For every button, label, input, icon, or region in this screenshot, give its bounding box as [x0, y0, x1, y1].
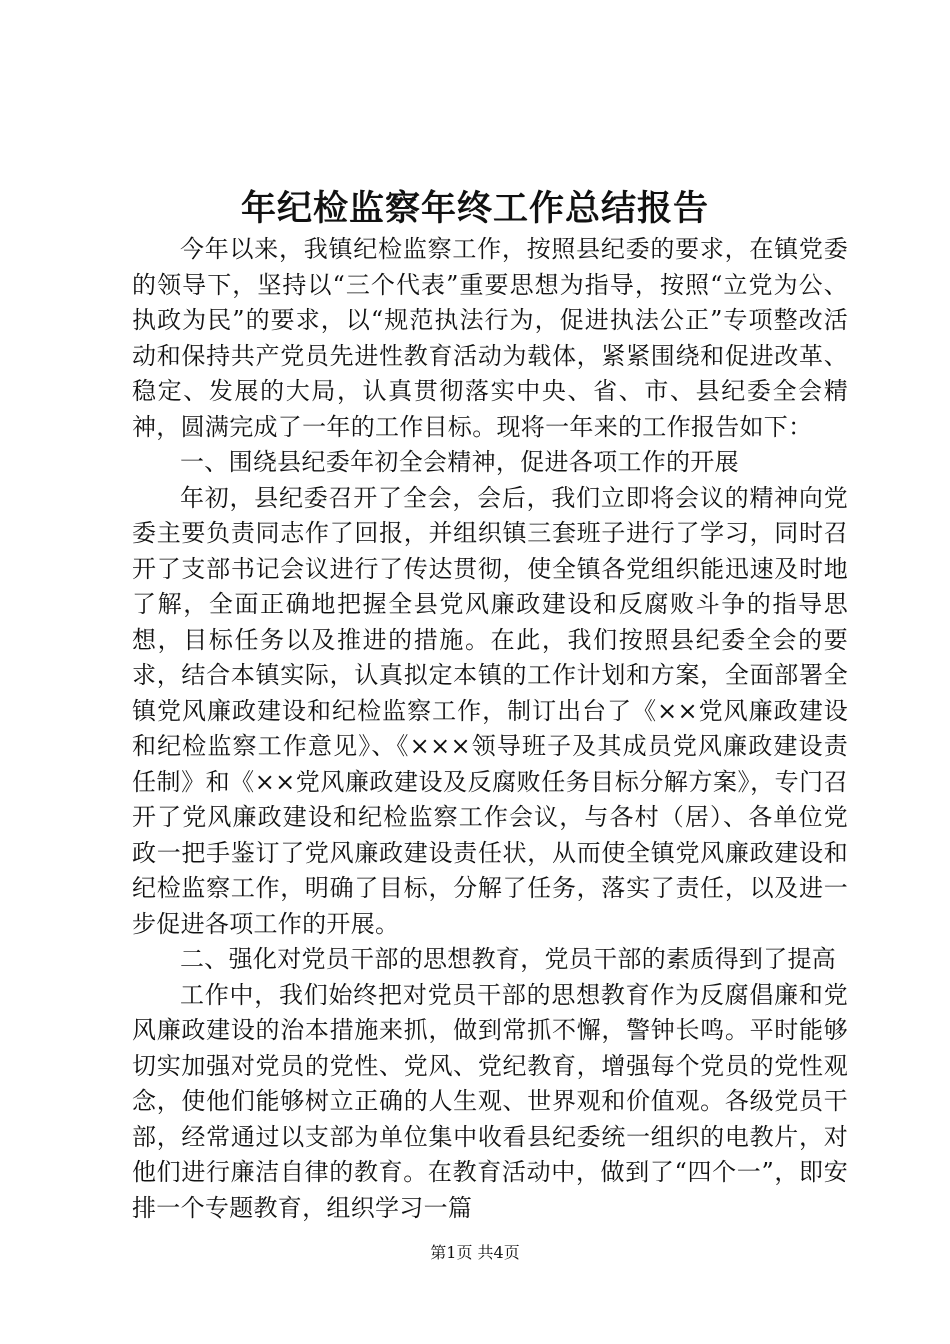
page-footer: 第1页 共4页	[430, 1243, 520, 1262]
document-body	[132, 232, 848, 1226]
paragraph-intro: 今年以来，我镇纪检监察工作，按照县纪委的要求，在镇党委的领导下，坚持以“三个代表”重要思想为指导，按照“立党为公、执政为民”的要求，以“规范执法行为，促进执法公正”专项整改活动和保持共产党员先进性教育活动为载体，紧紧围绕和促进改革、稳定、发展的大局，认真贯彻落实中央、省、市、县纪委全会精神，圆满完成了一年的工作目标。现将一年来的工作报告如下：	[132, 235, 848, 441]
paragraph-section-2: 工作中，我们始终把对党员干部的思想教育作为反腐倡廉和党风廉政建设的治本措施来抓，做到常抓不懈，警钟长鸣。平时能够切实加强对党员的党性、党风、党纪教育，增强每个党员的党性观念，使他们能够树立正确的人生观、世界观和价值观。各级党员干部，经常通过以支部为单位集中收看县纪委统一组织的电教片，对他们进行廉洁自律的教育。在教育活动中，做到了“四个一”，即安排一个专题教育，组织学习一篇	[132, 980, 848, 1222]
section-heading-2: 二、强化对党员干部的思想教育，党员干部的素质得到了提高	[180, 945, 837, 973]
section-heading-1: 一、围绕县纪委年初全会精神，促进各项工作的开展	[180, 448, 739, 476]
document-title: 年纪检监察年终工作总结报告	[240, 188, 709, 229]
paragraph-section-1: 年初，县纪委召开了全会，会后，我们立即将会议的精神向党委主要负责同志作了回报，并组织镇三套班子进行了学习，同时召开了支部书记会议进行了传达贯彻，使全镇各党组织能迅速及时地了解，全面正确地把握全县党风廉政建设和反腐败斗争的指导思想，目标任务以及推进的措施。在此，我们按照县纪委全会的要求，结合本镇实际，认真拟定本镇的工作计划和方案，全面部署全镇党风廉政建设和纪检监察工作，制订出台了《××党风廉政建设和纪检监察工作意见》、《×××领导班子及其成员党风廉政建设责任制》和《××党风廉政建设及反腐败任务目标分解方案》，专门召开了党风廉政建设和纪检监察工作会议，与各村（居）、各单位党政一把手鉴订了党风廉政建设责任状，从而使全镇党风廉政建设和纪检监察工作，明确了目标，分解了任务，落实了责任，以及进一步促进各项工作的开展。	[132, 483, 848, 938]
